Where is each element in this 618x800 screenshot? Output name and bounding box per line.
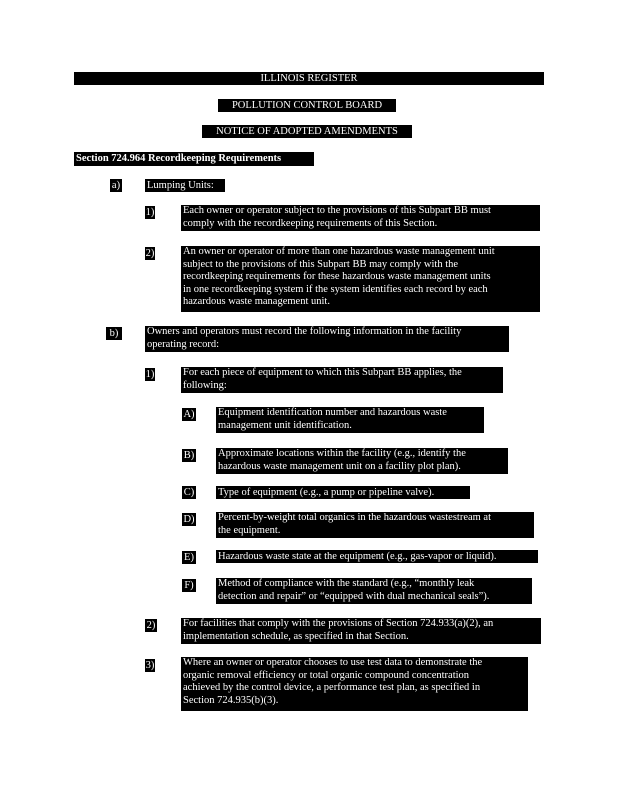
text-line: Owners and operators must record the following information in the facility <box>147 326 462 337</box>
subitem-f-text <box>216 578 532 604</box>
text-line: in one recordkeeping system if the system identifies each record by each <box>183 283 488 295</box>
subitem-a-text <box>216 407 484 433</box>
board-heading: POLLUTION CONTROL BOARD <box>218 99 396 112</box>
item-b1-label: 1) <box>145 369 155 380</box>
text-line: Equipment identification number and hazardous waste <box>218 407 447 418</box>
text-line: organic removal efficiency or total organic compound concentration <box>183 669 470 681</box>
text-line: achieved by the control device, a performance test plan, as specified in <box>183 682 481 693</box>
text-line: following: <box>183 379 227 391</box>
item-b2-text <box>181 618 541 644</box>
item-a2-text <box>181 246 540 312</box>
text-line: Type of equipment (e.g., a pump or pipeline valve). <box>218 487 435 498</box>
text-line: the equipment. <box>218 524 281 536</box>
text-line: implementation schedule, as specified in that Section. <box>183 630 409 642</box>
text-line: Percent-by-weight total organics in the hazardous wastestream at <box>218 512 492 523</box>
subitem-a-label: A) <box>183 409 195 420</box>
text-line: recordkeeping requirements for these hazardous waste management units <box>183 271 491 282</box>
text-line: comply with the recordkeeping requirements of this Section. <box>183 217 438 229</box>
notice-heading: NOTICE OF ADOPTED AMENDMENTS <box>202 125 412 138</box>
item-a1-text <box>181 205 540 231</box>
subitem-e-label: E) <box>182 551 196 564</box>
text-line: Hazardous waste state at the equipment (e.g., gas-vapor or liquid). <box>218 551 497 562</box>
text-line: Approximate locations within the facility (e.g., identify the <box>218 448 466 459</box>
text-line: operating record: <box>147 338 220 350</box>
text-line: Method of compliance with the standard (e.g., “monthly leak <box>218 578 475 589</box>
subitem-b-label: B) <box>183 450 195 461</box>
subitem-c-text <box>216 486 470 499</box>
text-line: An owner or operator of more than one hazardous waste management unit <box>183 246 495 257</box>
item-b3-text <box>181 657 528 711</box>
subsection-a-label: a) <box>111 180 121 191</box>
subitem-f-label: F) <box>182 579 196 592</box>
text-line: hazardous waste management unit on a facility plot plan). <box>218 460 461 472</box>
subsection-b-label: b) <box>106 327 122 340</box>
text-line: For facilities that comply with the provisions of Section 724.933(a)(2), an <box>183 618 494 629</box>
subitem-e-text <box>216 550 538 563</box>
subsection-b-text <box>145 326 509 352</box>
item-b3-label: 3) <box>145 660 155 671</box>
text-line: detection and repair” or “equipped with dual mechanical seals”). <box>218 590 490 602</box>
text-line: subject to the provisions of this Subpart BB may comply with the <box>183 258 459 270</box>
text-line: Each owner or operator subject to the provisions of this Subpart BB must <box>183 205 491 216</box>
text-line: management unit identification. <box>218 419 352 431</box>
subitem-b-text <box>216 448 508 474</box>
text-line: hazardous waste management unit. <box>183 296 330 307</box>
item-a1-label: 1) <box>145 207 155 218</box>
text-line: Where an owner or operator chooses to use test data to demonstrate the <box>183 657 483 668</box>
subitem-d-text <box>216 512 534 538</box>
section-title: Section 724.964 Recordkeeping Requirements <box>74 152 314 166</box>
item-b1-text <box>181 367 503 393</box>
register-heading: ILLINOIS REGISTER <box>74 72 544 85</box>
subsection-a-text: Lumping Units: <box>145 179 225 192</box>
subitem-c-label: C) <box>183 487 195 498</box>
text-line: For each piece of equipment to which this Subpart BB applies, the <box>183 367 462 378</box>
item-a2-label: 2) <box>145 248 155 259</box>
text-line: Section 724.935(b)(3). <box>183 694 279 706</box>
item-b2-label: 2) <box>146 620 156 631</box>
subitem-d-label: D) <box>183 514 195 525</box>
